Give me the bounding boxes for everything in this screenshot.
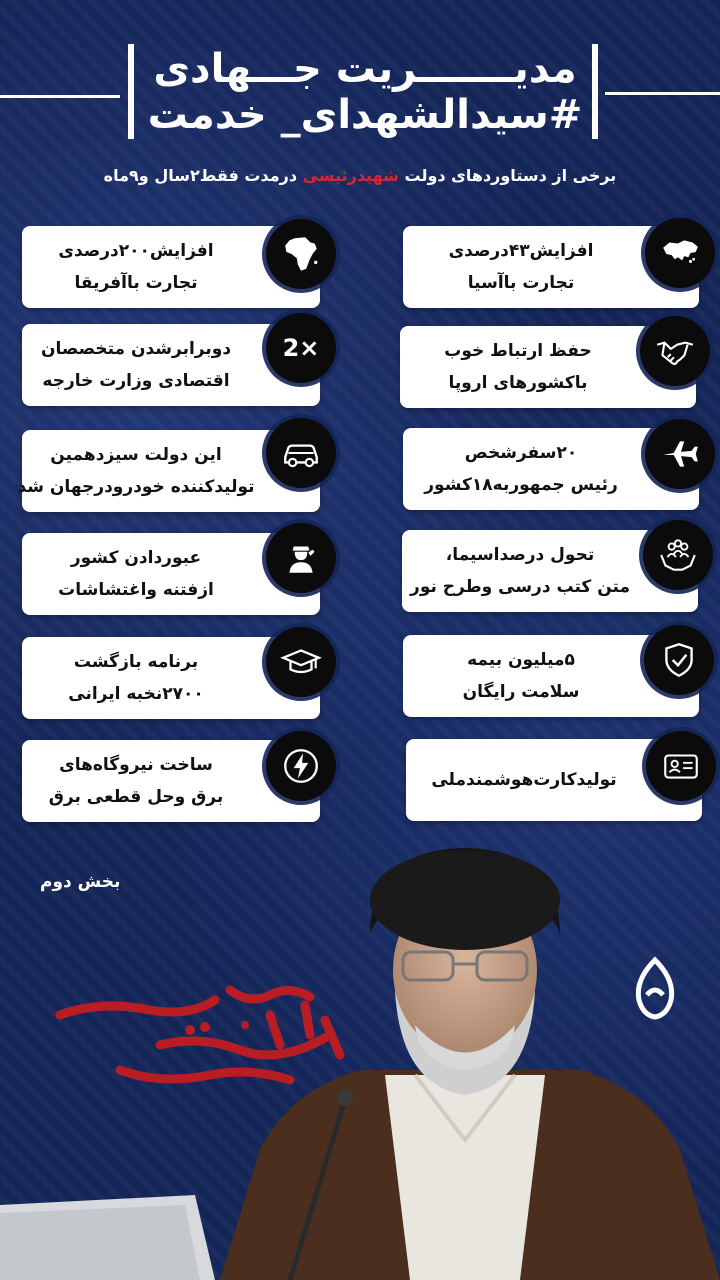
times-two-label: 2× xyxy=(282,334,320,362)
subtitle-part-1: برخی از دستاوردهای دولت xyxy=(404,166,617,185)
group-hands-icon xyxy=(643,520,713,590)
subtitle-part-2: درمدت فقط۲سال و۹ماه xyxy=(103,166,298,185)
card-line-1: ساخت نیروگاه‌های xyxy=(59,755,213,775)
card-line-2: تجارت باآسیا xyxy=(467,273,575,293)
card-line-2: ازفتنه واغتشاشات xyxy=(58,580,214,600)
title-divider-left xyxy=(0,95,120,98)
card-line-2: اقتصادی وزارت خارجه xyxy=(42,371,230,391)
title-line-1: مدیـــــــریت جـــهادی xyxy=(153,46,577,92)
card-line-2: ۲۷۰۰نخبه ایرانی xyxy=(68,684,204,704)
card-line-1: ۲۰سفرشخص xyxy=(464,443,578,463)
subtitle-highlight: شهیدرئیسی xyxy=(302,166,399,185)
card-line-2: تجارت باآفریقا xyxy=(74,273,198,293)
title-line-2: #سیدالشهدای_ خدمت xyxy=(147,92,583,138)
card-line-2: رئیس جمهوربه۱۸کشور xyxy=(424,475,618,495)
lightning-icon xyxy=(266,731,336,801)
id-card-icon xyxy=(646,731,716,801)
handshake-icon xyxy=(640,316,710,386)
card-line-1: عبوردادن کشور xyxy=(70,548,202,568)
card-line-1: این دولت سیزدهمین xyxy=(50,445,222,465)
card-line-1: دوبرابرشدن متخصصان xyxy=(40,339,232,359)
graduation-cap-icon xyxy=(266,627,336,697)
times-two-icon xyxy=(266,313,336,383)
card-line-2: باکشورهای اروپا xyxy=(448,373,588,393)
shield-check-icon xyxy=(644,625,714,695)
card-line-2: برق وحل قطعی برق xyxy=(48,787,224,807)
card-line-1: ۵میلیون بیمه xyxy=(467,650,575,670)
card-line-1: حفظ ارتباط خوب xyxy=(444,341,592,361)
card-line-1: افزایش۲۰۰درصدی xyxy=(58,241,214,261)
card-line-2: سلامت رایگان xyxy=(462,682,580,702)
africa-map-icon xyxy=(266,219,336,289)
laptop-image xyxy=(0,1195,220,1280)
airplane-icon xyxy=(645,419,715,489)
card-line-2: تولیدکننده خودرودرجهان شد xyxy=(17,477,255,497)
card-line-1: تولیدکارت‌هوشمندملی xyxy=(431,770,617,790)
card-line-1: برنامه بازگشت xyxy=(73,652,199,672)
car-icon xyxy=(266,418,336,488)
title-divider-right xyxy=(605,92,720,95)
card-line-1: افزایش۴۳درصدی xyxy=(448,241,594,261)
card-line-1: تحول درصداسیما، xyxy=(445,545,595,565)
card-line-2: متن کتب درسی وطرح نور xyxy=(410,577,630,597)
saluting-soldier-icon xyxy=(266,523,336,593)
page-title xyxy=(130,44,600,139)
asia-map-icon xyxy=(645,218,715,288)
subtitle xyxy=(0,166,720,185)
section-label: بخش دوم xyxy=(40,872,121,892)
portrait-photo xyxy=(210,840,720,1280)
